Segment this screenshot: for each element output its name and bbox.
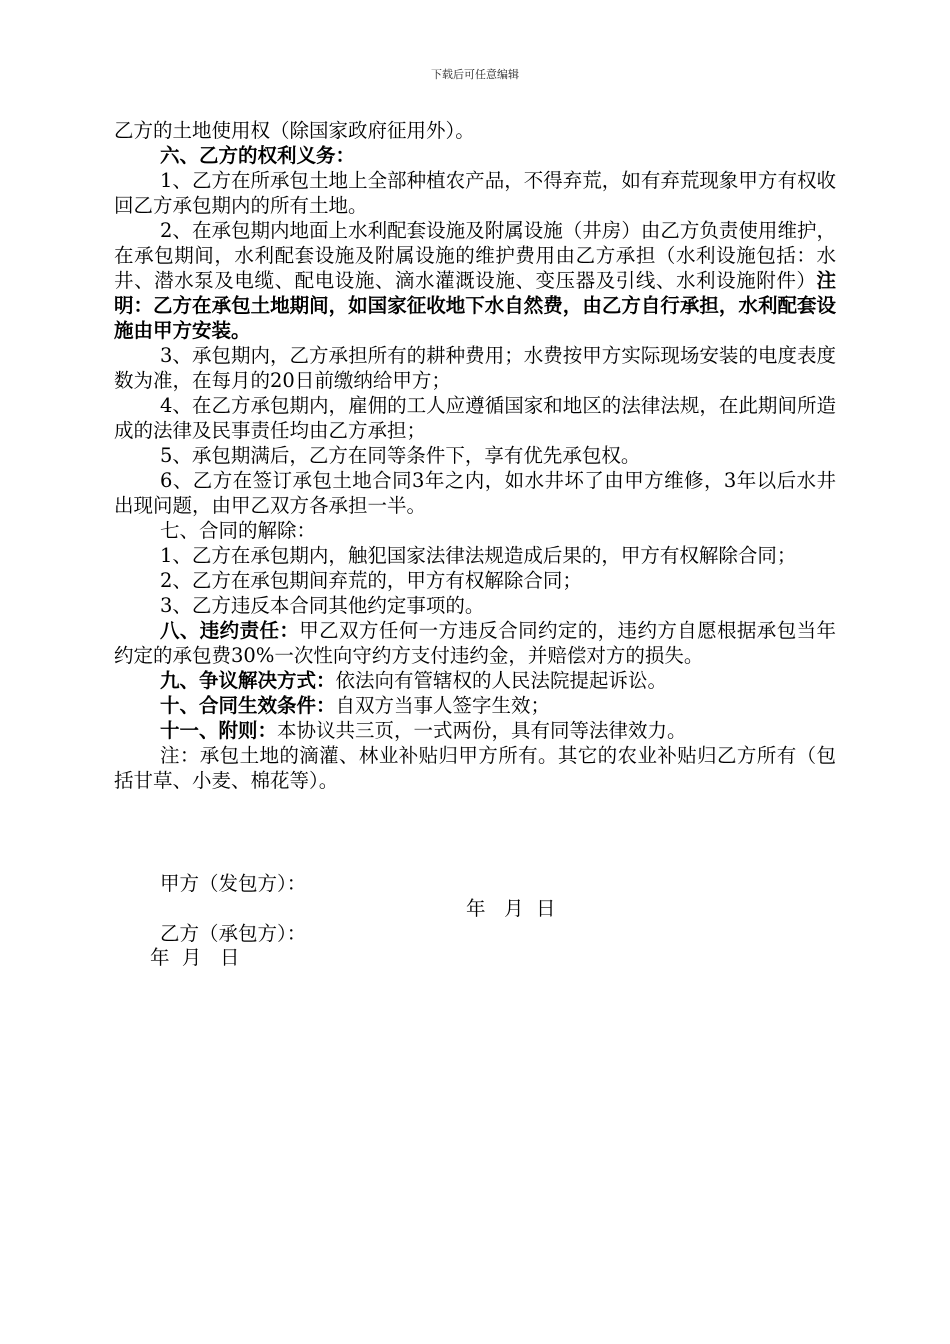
party-a-date: 年 月 日 bbox=[466, 897, 556, 920]
dispute-heading: 九、争议解决方式： bbox=[160, 669, 336, 692]
breach-text: 甲乙双方任何一方违反合同约定的，违约方自愿根据承包当年约定的承包费30%一次性向守约方支付违约金，并赔偿对方的损失。 bbox=[114, 619, 836, 667]
effective-heading: 十、合同生效条件： bbox=[160, 694, 336, 717]
party-b-date: 年 月 日 bbox=[150, 946, 240, 969]
paragraph-land-use-right: 乙方的土地使用权（除国家政府征用外）。 bbox=[114, 119, 475, 142]
section-heading-termination: 七、合同的解除： bbox=[160, 519, 317, 542]
party-b-label: 乙方（承包方）： bbox=[160, 922, 307, 945]
clause-7-1: 1、乙方在承包期内，触犯国家法律法规造成后果的，甲方有权解除合同； bbox=[160, 544, 797, 567]
clause-7-2: 2、乙方在承包期间弃荒的，甲方有权解除合同； bbox=[160, 569, 582, 592]
clause-6-4: 4、在乙方承包期内，雇佣的工人应遵循国家和地区的法律法规，在此期间所造成的法律及民事责任均由乙方承担； bbox=[114, 394, 836, 442]
clause-6-2 bbox=[114, 218, 836, 343]
heading-text: 六、乙方的权利义务： bbox=[160, 144, 356, 167]
clause-6-6: 6、乙方在签订承包土地合同3年之内，如水井坏了由甲方维修，3年以后水井出现问题，由甲乙双方各承担一半。 bbox=[114, 469, 836, 517]
contract-body bbox=[114, 118, 836, 793]
supplementary-text: 本协议共三页，一式两份，具有同等法律效力。 bbox=[277, 719, 687, 742]
section-dispute-resolution bbox=[114, 668, 836, 693]
dispute-text: 依法向有管辖权的人民法院提起诉讼。 bbox=[335, 669, 668, 692]
section-breach-liability bbox=[114, 618, 836, 668]
clause-7-3: 3、乙方违反本合同其他约定事项的。 bbox=[160, 594, 485, 617]
party-a-label: 甲方（发包方）： bbox=[160, 872, 307, 895]
clause-6-2-note: 注明：乙方在承包土地期间，如国家征收地下水自然费，由乙方自行承担，水利配套设施由甲方安装。 bbox=[114, 269, 836, 342]
section-heading-party-b-rights bbox=[114, 143, 836, 168]
clause-6-1: 1、乙方在所承包土地上全部种植农产品，不得弃荒，如有弃荒现象甲方有权收回乙方承包期内的所有土地。 bbox=[114, 169, 836, 217]
effective-text: 自双方当事人签字生效； bbox=[335, 694, 551, 717]
clause-6-5: 5、承包期满后，乙方在同等条件下，享有优先承包权。 bbox=[160, 444, 641, 467]
breach-heading: 八、违约责任： bbox=[160, 619, 300, 642]
section-effective-conditions bbox=[114, 693, 836, 718]
note-subsidies: 注：承包土地的滴灌、林业补贴归甲方所有。其它的农业补贴归乙方所有（包括甘草、小麦、棉花等）。 bbox=[114, 744, 836, 792]
clause-6-2-text: 2、在承包期内地面上水利配套设施及附属设施（井房）由乙方负责使用维护，在承包期间，水利配套设施及附属设施的维护费用由乙方承担（水利设施包括：水井、潜水泵及电缆、配电设施、滴水灌溉设施、变压器及引线、水利设施附件） bbox=[114, 219, 836, 292]
supplementary-heading: 十一、附则： bbox=[160, 719, 278, 742]
section-supplementary bbox=[114, 718, 836, 743]
page-header-note: 下载后可任意编辑 bbox=[431, 68, 519, 81]
clause-6-3: 3、承包期内，乙方承担所有的耕种费用；水费按甲方实际现场安装的电度表度数为准，在每月的20日前缴纳给甲方； bbox=[114, 344, 836, 392]
